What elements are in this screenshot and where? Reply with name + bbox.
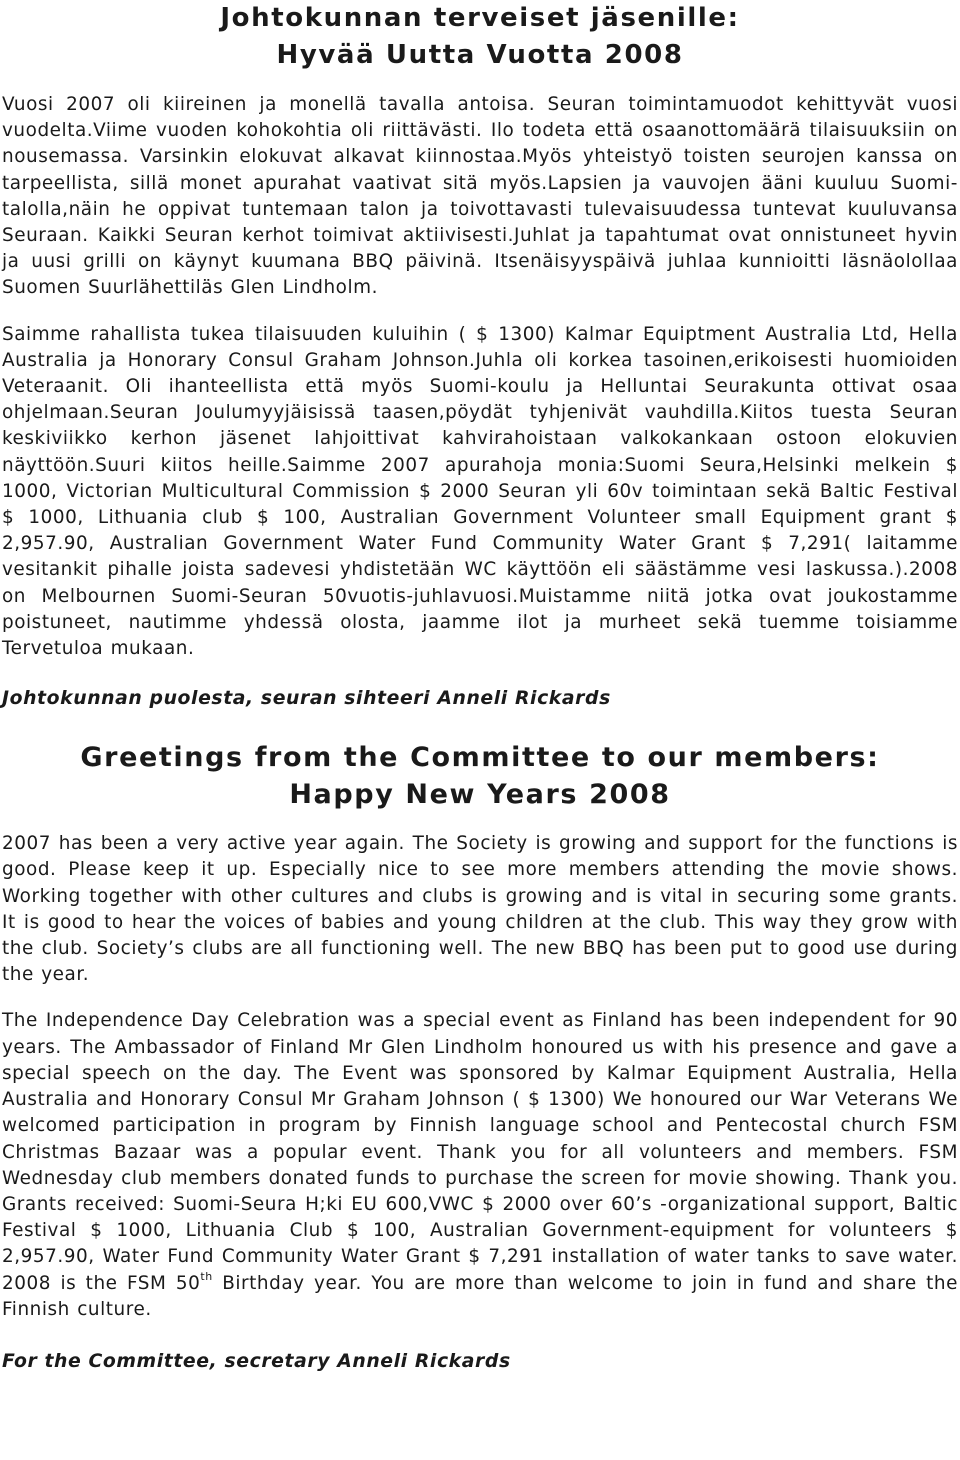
english-paragraph-2	[2, 1008, 958, 1322]
english-paragraph-2-text: The Independence Day Celebration was a special event as Finland has been independent for 90 years. The Ambassador of Finland Mr Glen Lindholm honoured us with his presence and gave a special speech on the day. The Event was sponsored by Kalmar Equipment Australia, Hella Australia and Honorary Consul Mr Graham Johnson ( $ 1300) We honoured our War Veterans We welcomed participation in program by Finnish language school and Pentecostal church FSM Christmas Bazaar was a popular event. Thank you for all volunteers and members. FSM Wednesday club members donated funds to purchase the screen for movie showing. Thank you. Grants received: Suomi-Seura H;ki EU 600,VWC $ 2000 over 60’s -organizational support, Baltic Festival $ 1000, Lithuania Club $ 100, Australian Government-equipment for volunteers $ 2,957.90, Water Fund Community Water Grant $ 7,291 installation of water tanks to save water. 2008 is the FSM 50	[2, 1010, 958, 1294]
finnish-heading-line2: Hyvää Uutta Vuotta 2008	[276, 40, 684, 70]
english-heading	[2, 739, 958, 813]
finnish-paragraph-2: Saimme rahallista tukea tilaisuuden kuluihin ( $ 1300) Kalmar Equiptment Australia Ltd, Hella Australia ja Honorary Consul Graham Johnson.Juhla oli korkea tasoinen,erikoisesti huomioiden Veteraanit. Oli ihanteellista että myös Suomi-koulu ja Helluntai Seurakunta ottivat osaa ohjelmaan.Seuran Joulumyyjäisissä taasen,pöydät tyhjenivät vauhdilla.Kiitos tuesta Seuran keskiviikko kerhon jäsenet lahjoittivat kahvirahoistaan valkokankaan ostoon elokuvien näyttöön.Suuri kiitos heille.Saimme 2007 apurahoja monia:Suomi Seura,Helsinki melkein $ 1000, Victorian Multicultural Commission $ 2000 Seuran yli 60v toimintaan sekä Baltic Festival $ 1000, Lithuania club $ 100, Australian Government Volunteer small Equipment grant $ 2,957.90, Australian Government Water Fund Community Water Grant $ 7,291( laitamme vesitankit pihalle joista sadevesi yhdistetään WC käyttöön eli säästämme vesi laskussa.).2008 on Melbournen Suomi-Seuran 50vuotis-juhlavuosi.Muistamme niitä jotka ovat joukostamme poistuneet, nautimme yhdessä olosta, jaamme ilot ja murheet sekä tuemme toisiamme Tervetuloa mukaan.	[2, 323, 958, 660]
english-paragraph-2-text-end: Birthday year. You are more than welcome to join in fund and share the Finnish culture.	[2, 1272, 958, 1320]
english-section	[2, 739, 958, 1372]
finnish-heading	[2, 0, 958, 74]
english-signature: For the Committee, secretary Anneli Rickards	[2, 1350, 511, 1372]
ordinal-suffix: th	[200, 1270, 213, 1284]
finnish-section	[2, 0, 958, 709]
english-paragraph-1: 2007 has been a very active year again. The Society is growing and support for the functions is good. Please keep it up. Especially nice to see more members attending the movie shows. Working together with other cultures and clubs is growing and is vital in securing some grants. It is good to hear the voices of babies and young children at the club. This way they grow with the club. Society’s clubs are all functioning well. The new BBQ has been put to good use during the year.	[2, 833, 958, 986]
finnish-signature: Johtokunnan puolesta, seuran sihteeri Anneli Rickards	[2, 688, 611, 710]
finnish-paragraph-1: Vuosi 2007 oli kiireinen ja monellä tavalla antoisa. Seuran toimintamuodot kehittyvät vuosi vuodelta.Viime vuoden kohokohtia oli riittävästi. Ilo todeta että osaanottomäärä tilaisuuksiin on nousemassa. Varsinkin elokuvat alkavat kiinnostaa.Myös yhteistyö toisten seurojen kanssa on tarpeellista, sillä monet apurahat vaativat sitä myös.Lapsien ja vauvojen ääni kuuluu Suomi-talolla,näin he oppivat tuntemaan talon ja toivottavasti tulevaisuudessa tuntevat kuuluvansa Seuraan. Kaikki Seuran kerhot toimivat aktiivisesti.Juhlat ja tapahtumat ovat onnistuneet hyvin ja uusi grilli on käynyt kuumana BBQ päivinä. Itsenäisyyspäivä juhlaa kunnioitti läsnäolollaa Suomen Suurlähettiläs Glen Lindholm.	[2, 94, 958, 299]
english-heading-line2: Happy New Years 2008	[289, 779, 671, 811]
finnish-heading-line1: Johtokunnan terveiset jäsenille:	[220, 3, 740, 33]
english-heading-line1: Greetings from the Committee to our members:	[80, 742, 880, 774]
